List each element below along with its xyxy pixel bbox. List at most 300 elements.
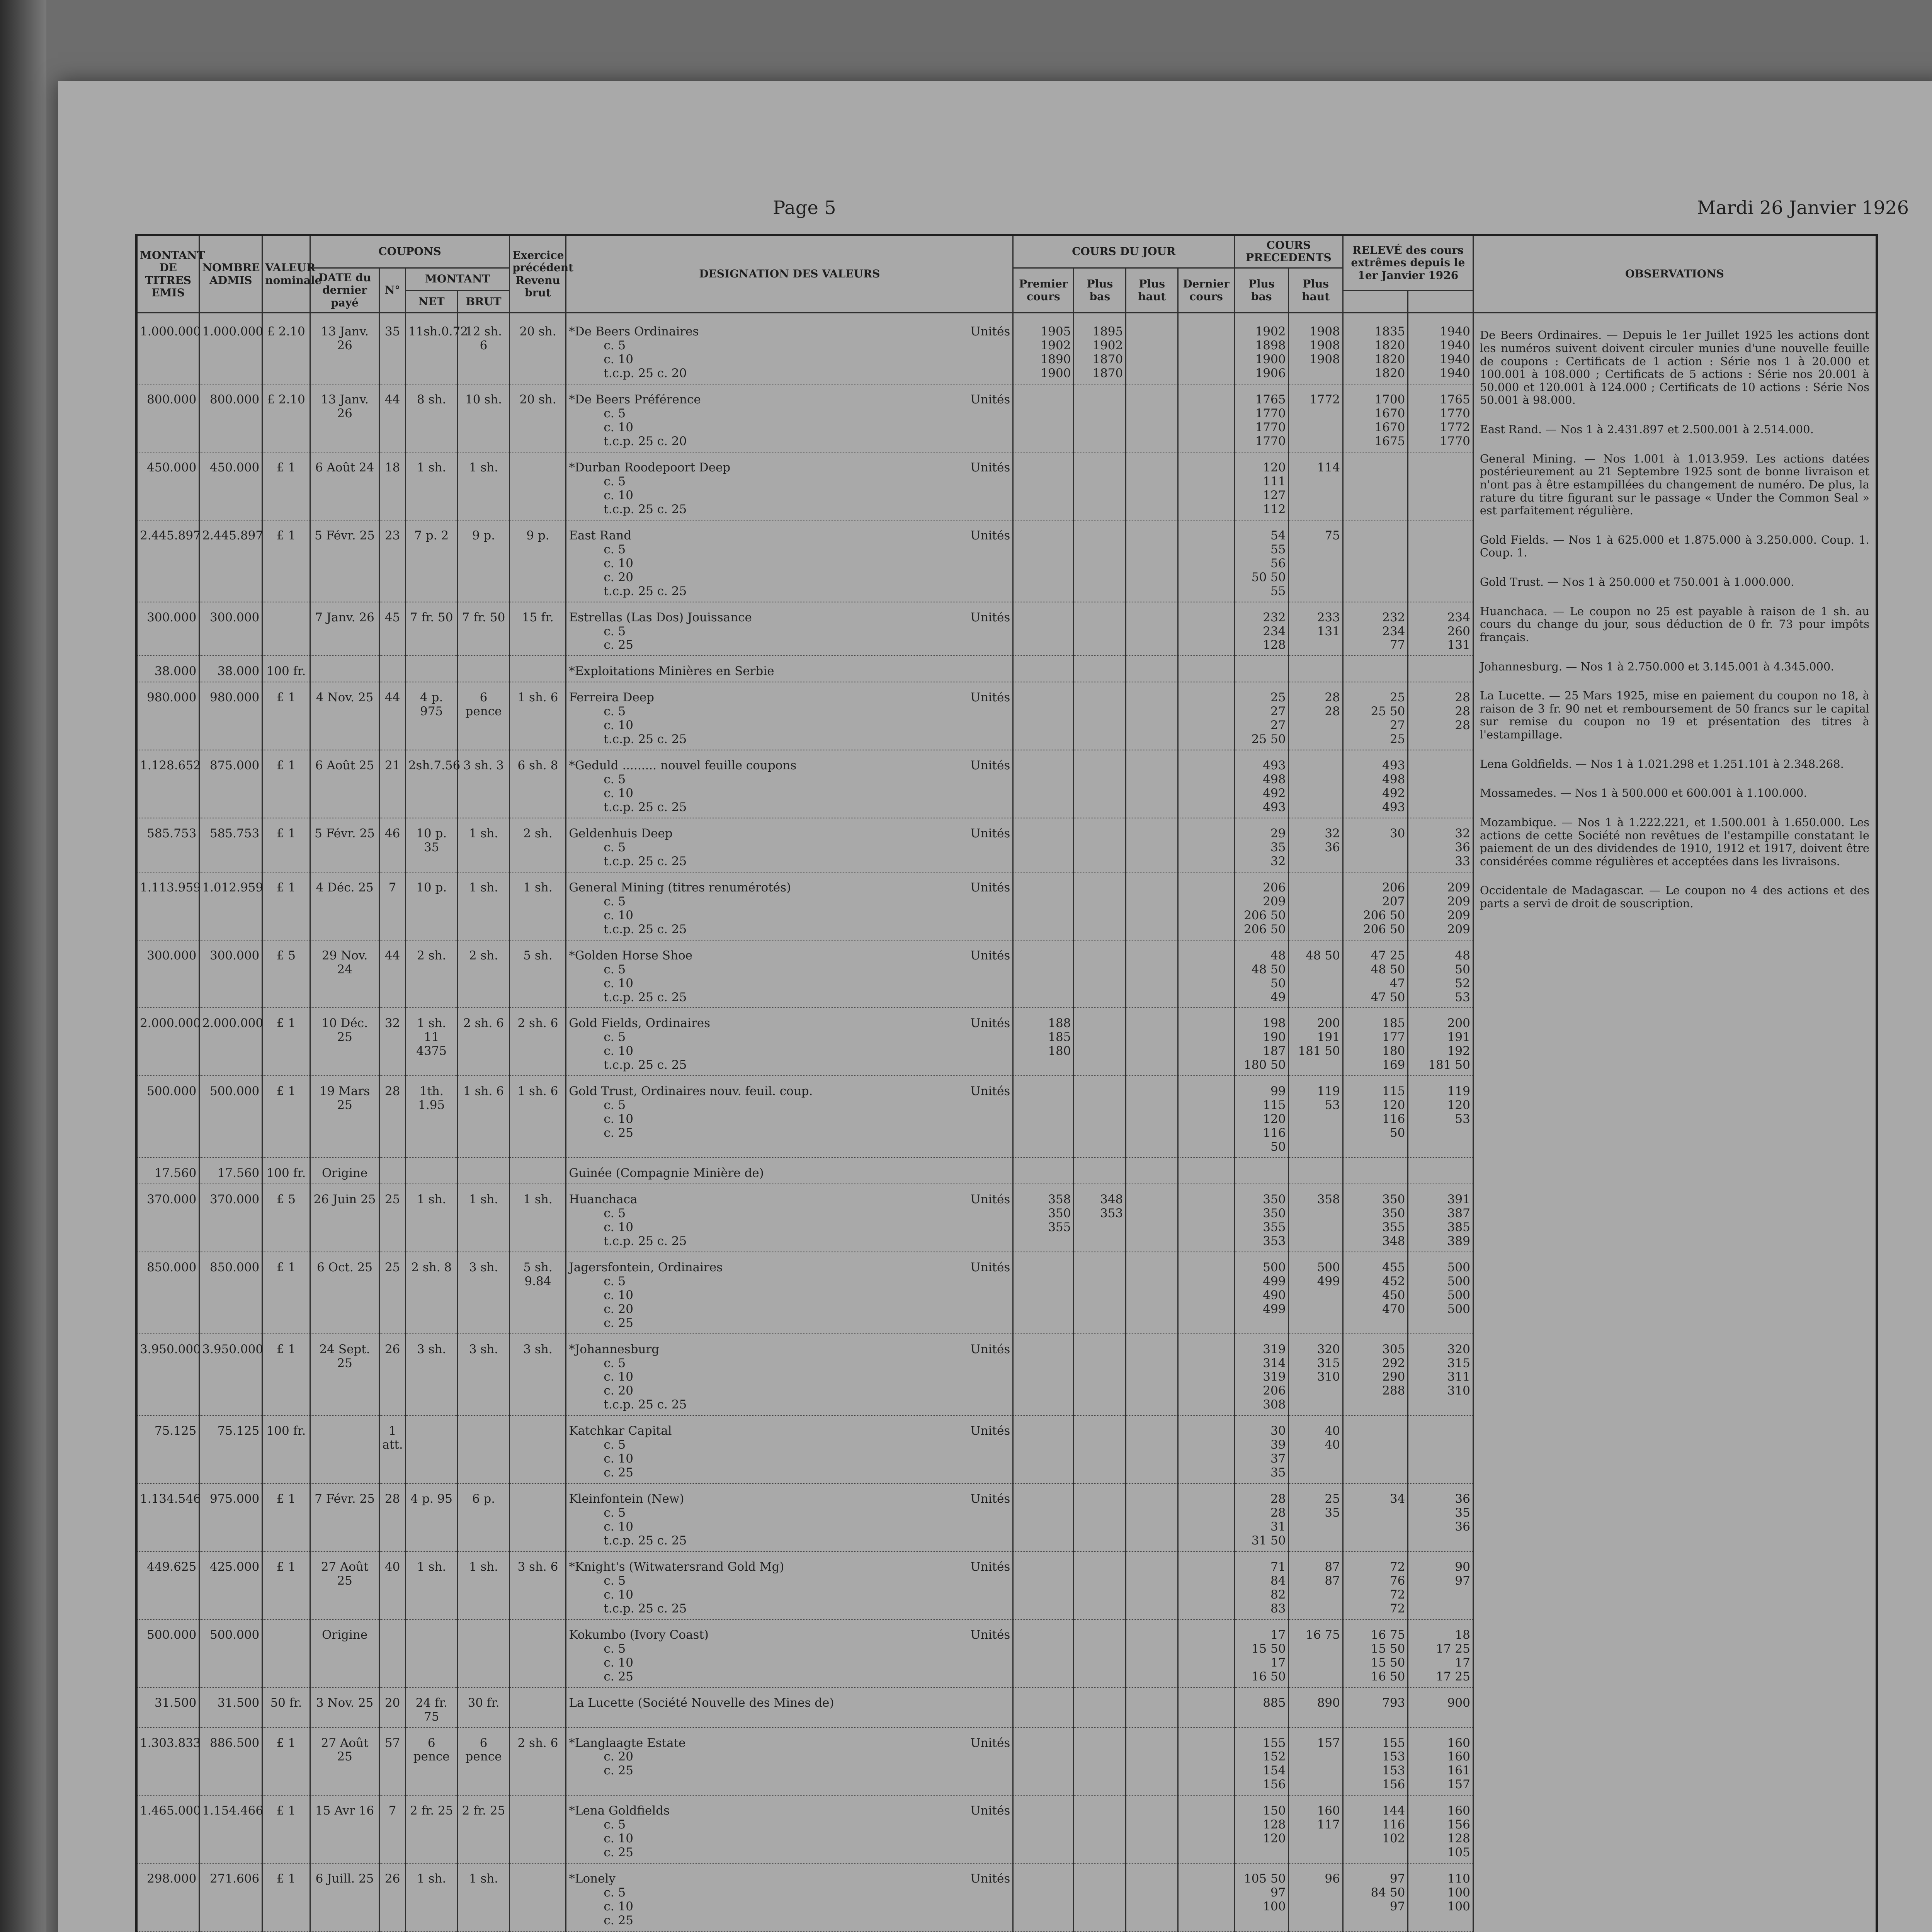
- cell-releve-haut: [1408, 1795, 1473, 1863]
- security-unit: Unités: [970, 1736, 1010, 1750]
- price-value: 28: [1455, 704, 1470, 719]
- price-value: 191: [1317, 1030, 1340, 1044]
- cell-valeur: £ 1: [262, 1728, 310, 1796]
- cell-coupon-no: 28: [379, 1483, 405, 1551]
- cell-coupon-no: 44: [379, 682, 405, 750]
- price-value: 793: [1382, 1696, 1405, 1710]
- coupon-denomination: c. 10: [604, 1112, 633, 1126]
- cell-net: 1th. 1.95: [405, 1076, 457, 1158]
- cell-releve-bas: [1343, 384, 1408, 452]
- observation-text: — Nos 1 à 250.000 et 750.001 à 1.000.000.: [1547, 575, 1794, 589]
- cell-plus-haut: [1126, 1158, 1178, 1184]
- price-value: 127: [1263, 488, 1286, 502]
- cell-premier-cours: [1013, 1483, 1074, 1551]
- cell-plus-bas: [1074, 384, 1126, 452]
- cell-plus-bas: [1074, 1551, 1126, 1619]
- cell-prec-plus-bas: [1235, 1687, 1289, 1728]
- cell-premier-cours: [1013, 520, 1074, 602]
- price-value: 1902: [1040, 338, 1071, 353]
- price-value: 1870: [1092, 366, 1123, 381]
- cell-valeur: £ 1: [262, 818, 310, 872]
- cell-valeur: [262, 602, 310, 656]
- cell-date: [310, 1415, 379, 1483]
- cell-prec-plus-bas: [1235, 1252, 1289, 1334]
- cell-exercice: 15 fr.: [510, 602, 566, 656]
- coupon-denomination: c. 10: [604, 1587, 633, 1602]
- cell-premier-cours: [1013, 1184, 1074, 1252]
- cell-designation: [566, 1551, 1013, 1619]
- observation-note: [1480, 576, 1869, 589]
- cell-coupon-no: [379, 656, 405, 682]
- price-value: 120: [1382, 1098, 1405, 1112]
- price-value: 48 50: [1306, 948, 1340, 963]
- cell-plus-bas: [1074, 872, 1126, 940]
- cell-dernier-cours: [1178, 1008, 1235, 1076]
- cell-prec-plus-bas: [1235, 1184, 1289, 1252]
- coupon-denomination: t.c.p. 25 c. 25: [604, 732, 687, 747]
- price-value: 305: [1382, 1342, 1405, 1356]
- price-value: 100: [1447, 1900, 1470, 1914]
- price-value: 37: [1270, 1452, 1286, 1466]
- security-name: *Lena Goldfields: [569, 1804, 670, 1818]
- price-value: 209: [1447, 894, 1470, 908]
- cell-plus-haut: [1126, 1415, 1178, 1483]
- cell-dernier-cours: [1178, 602, 1235, 656]
- cell-prec-plus-haut: [1289, 818, 1343, 872]
- cell-emis: 500.000: [136, 1619, 199, 1687]
- coupon-denomination: c. 10: [604, 1044, 633, 1058]
- cell-coupon-no: 21: [379, 750, 405, 818]
- security-unit: Unités: [970, 610, 1010, 624]
- price-value: 350: [1263, 1192, 1286, 1206]
- cell-net: 7 fr. 50: [405, 602, 457, 656]
- cell-releve-bas: [1343, 602, 1408, 656]
- coupon-denomination: c. 5: [604, 840, 626, 854]
- price-value: 190: [1263, 1030, 1286, 1044]
- cell-admis: 975.000: [199, 1483, 262, 1551]
- price-value: 234: [1382, 624, 1405, 638]
- price-value: 493: [1263, 759, 1286, 773]
- cell-brut: [457, 1415, 510, 1483]
- cell-dernier-cours: [1178, 940, 1235, 1008]
- price-value: 234: [1447, 610, 1470, 624]
- price-value: 1908: [1309, 325, 1340, 339]
- cell-plus-bas: [1074, 452, 1126, 520]
- price-value: 32: [1455, 826, 1470, 840]
- cell-brut: 6 pence: [457, 682, 510, 750]
- cell-plus-haut: [1126, 602, 1178, 656]
- price-value: 355: [1048, 1220, 1071, 1234]
- cell-dernier-cours: [1178, 1619, 1235, 1687]
- cell-net: 2 sh. 8: [405, 1252, 457, 1334]
- cell-brut: 9 p.: [457, 520, 510, 602]
- price-value: 128: [1263, 1818, 1286, 1832]
- cell-coupon-no: 44: [379, 384, 405, 452]
- cell-coupon-no: 28: [379, 1076, 405, 1158]
- cell-designation: [566, 1158, 1013, 1184]
- price-value: 32: [1325, 826, 1340, 840]
- price-value: 40: [1325, 1438, 1340, 1452]
- coupon-denomination: c. 10: [604, 488, 633, 502]
- cell-plus-haut: [1126, 1728, 1178, 1796]
- coupon-denomination: c. 5: [604, 1030, 626, 1044]
- cell-brut: 3 sh.: [457, 1252, 510, 1334]
- cell-brut: 1 sh.: [457, 1184, 510, 1252]
- price-value: 207: [1382, 894, 1405, 908]
- cell-admis: 17.560: [199, 1158, 262, 1184]
- cell-date: 13 Janv. 26: [310, 313, 379, 384]
- header-exercice: Exercice précédent Revenu brut: [510, 235, 566, 313]
- cell-releve-haut: [1408, 1252, 1473, 1334]
- cell-valeur: 100 fr.: [262, 1158, 310, 1184]
- price-value: 500: [1447, 1274, 1470, 1288]
- security-name: Katchkar Capital: [569, 1424, 672, 1438]
- price-value: 311: [1447, 1370, 1470, 1384]
- security-name: *Johannesburg: [569, 1342, 660, 1356]
- security-name: Jagersfontein, Ordinaires: [569, 1260, 723, 1274]
- price-value: 110: [1447, 1872, 1470, 1886]
- coupon-denomination: c. 25: [604, 1316, 633, 1330]
- price-value: 353: [1100, 1206, 1123, 1220]
- cell-releve-bas: [1343, 1728, 1408, 1796]
- cell-coupon-no: 46: [379, 818, 405, 872]
- cell-brut: 2 sh.: [457, 940, 510, 1008]
- price-value: 350: [1382, 1206, 1405, 1220]
- cell-emis: 1.134.546: [136, 1483, 199, 1551]
- cell-releve-haut: [1408, 750, 1473, 818]
- observation-note: [1480, 423, 1869, 436]
- price-value: 119: [1447, 1084, 1470, 1099]
- price-value: 1670: [1374, 406, 1405, 421]
- price-value: 290: [1382, 1370, 1405, 1384]
- cell-admis: 370.000: [199, 1184, 262, 1252]
- price-value: 84 50: [1371, 1886, 1405, 1900]
- header-premier-cours: Premier cours: [1013, 268, 1074, 313]
- cell-net: 10 p. 35: [405, 818, 457, 872]
- price-value: 153: [1382, 1750, 1405, 1764]
- cell-prec-plus-haut: [1289, 1619, 1343, 1687]
- cell-releve-haut: [1408, 1687, 1473, 1728]
- price-value: 350: [1263, 1206, 1286, 1220]
- observation-text: — Nos 1 à 500.000 et 600.001 à 1.100.000.: [1560, 786, 1807, 800]
- cell-plus-bas: [1074, 1863, 1126, 1931]
- cell-designation: [566, 1483, 1013, 1551]
- price-value: 885: [1263, 1696, 1286, 1710]
- price-value: 27: [1389, 718, 1405, 733]
- cell-brut: [457, 656, 510, 682]
- cell-premier-cours: [1013, 384, 1074, 452]
- price-value: 99: [1270, 1084, 1286, 1099]
- observation-title: Johannesburg.: [1480, 660, 1563, 673]
- cell-plus-bas: [1074, 313, 1126, 384]
- price-value: 499: [1263, 1274, 1286, 1288]
- cell-brut: [457, 1619, 510, 1687]
- price-value: 391: [1447, 1192, 1470, 1206]
- price-value: 492: [1263, 786, 1286, 801]
- price-value: 48 50: [1371, 962, 1405, 976]
- price-value: 50: [1389, 1126, 1405, 1140]
- cell-net: [405, 1158, 457, 1184]
- cell-releve-bas: [1343, 1795, 1408, 1863]
- security-name: *Geduld ......... nouvel feuille coupons: [569, 759, 797, 773]
- coupon-denomination: c. 25: [604, 1845, 633, 1860]
- price-value: 48 50: [1251, 962, 1286, 976]
- price-value: 75: [1325, 528, 1340, 543]
- cell-releve-bas: [1343, 1483, 1408, 1551]
- cell-date: 5 Févr. 25: [310, 818, 379, 872]
- price-value: 17: [1270, 1628, 1286, 1642]
- cell-date: 4 Nov. 25: [310, 682, 379, 750]
- security-name: Kokumbo (Ivory Coast): [569, 1628, 709, 1642]
- coupon-denomination: c. 10: [604, 1520, 633, 1534]
- price-value: 102: [1382, 1832, 1405, 1846]
- cell-premier-cours: [1013, 602, 1074, 656]
- price-value: 1765: [1255, 393, 1286, 407]
- cell-designation: [566, 384, 1013, 452]
- cell-plus-haut: [1126, 1687, 1178, 1728]
- header-prec-plus-haut: Plus haut: [1289, 268, 1343, 313]
- coupon-denomination: c. 25: [604, 1913, 633, 1927]
- price-value: 348: [1100, 1192, 1123, 1206]
- cell-emis: 1.113.959: [136, 872, 199, 940]
- cell-releve-haut: [1408, 602, 1473, 656]
- security-name: Huanchaca: [569, 1192, 638, 1206]
- cell-net: 4 p. 975: [405, 682, 457, 750]
- cell-prec-plus-bas: [1235, 1551, 1289, 1619]
- price-value: 120: [1263, 460, 1286, 474]
- cell-net: 3 sh.: [405, 1334, 457, 1416]
- coupon-denomination: c. 10: [604, 352, 633, 367]
- security-name: *Golden Horse Shoe: [569, 948, 693, 963]
- price-value: 116: [1263, 1126, 1286, 1140]
- price-value: 56: [1270, 556, 1286, 570]
- cell-prec-plus-bas: [1235, 750, 1289, 818]
- security-unit: Unités: [970, 690, 1010, 705]
- cell-releve-bas: [1343, 520, 1408, 602]
- header-prec-plus-bas: Plus bas: [1235, 268, 1289, 313]
- observation-title: De Beers Ordinaires.: [1480, 328, 1602, 342]
- cell-plus-haut: [1126, 1252, 1178, 1334]
- cell-plus-bas: [1074, 1334, 1126, 1416]
- cell-date: 6 Juill. 25: [310, 1863, 379, 1931]
- coupon-denomination: t.c.p. 25 c. 25: [604, 502, 687, 516]
- price-value: 47 25: [1371, 948, 1405, 963]
- header-cours-du-jour: COURS DU JOUR: [1013, 235, 1235, 268]
- price-value: 319: [1263, 1370, 1286, 1384]
- cell-dernier-cours: [1178, 682, 1235, 750]
- cell-emis: 75.125: [136, 1415, 199, 1483]
- cell-valeur: £ 5: [262, 1184, 310, 1252]
- coupon-denomination: c. 10: [604, 1370, 633, 1384]
- coupon-denomination: c. 5: [604, 1641, 626, 1656]
- price-value: 353: [1263, 1234, 1286, 1248]
- cell-designation: [566, 452, 1013, 520]
- cell-designation: [566, 1184, 1013, 1252]
- cell-plus-bas: [1074, 750, 1126, 818]
- price-value: 152: [1263, 1750, 1286, 1764]
- price-value: 206 50: [1363, 908, 1405, 922]
- cell-releve-haut: [1408, 452, 1473, 520]
- coupon-denomination: c. 20: [604, 1384, 633, 1398]
- price-value: 35: [1270, 1466, 1286, 1480]
- coupon-denomination: c. 25: [604, 1126, 633, 1140]
- price-value: 52: [1455, 976, 1470, 990]
- price-value: 320: [1447, 1342, 1470, 1356]
- price-value: 18: [1455, 1628, 1470, 1642]
- price-value: 16 75: [1306, 1628, 1340, 1642]
- cell-plus-bas: [1074, 1687, 1126, 1728]
- security-unit: Unités: [970, 1084, 1010, 1099]
- security-unit: Unités: [970, 1492, 1010, 1506]
- price-value: 16 50: [1251, 1669, 1286, 1684]
- cell-brut: 1 sh.: [457, 1551, 510, 1619]
- price-value: 1895: [1092, 325, 1123, 339]
- security-unit: Unités: [970, 1016, 1010, 1031]
- price-value: 181 50: [1298, 1044, 1340, 1058]
- price-value: 115: [1382, 1084, 1405, 1099]
- price-value: 17 25: [1436, 1669, 1470, 1684]
- security-name: La Lucette (Société Nouvelle des Mines de): [569, 1696, 834, 1710]
- cell-prec-plus-bas: [1235, 1415, 1289, 1483]
- cell-dernier-cours: [1178, 750, 1235, 818]
- observations-column: [1473, 313, 1877, 1932]
- coupon-denomination: c. 5: [604, 542, 626, 556]
- price-value: 455: [1382, 1260, 1405, 1274]
- price-value: 47: [1389, 976, 1405, 990]
- cell-dernier-cours: [1178, 818, 1235, 872]
- price-value: 105 50: [1243, 1872, 1286, 1886]
- price-value: 177: [1382, 1030, 1405, 1044]
- price-value: 200: [1317, 1016, 1340, 1031]
- coupon-denomination: c. 25: [604, 1466, 633, 1480]
- price-value: 315: [1317, 1356, 1340, 1370]
- cell-prec-plus-haut: [1289, 1795, 1343, 1863]
- cell-premier-cours: [1013, 872, 1074, 940]
- cell-brut: 7 fr. 50: [457, 602, 510, 656]
- price-value: 131: [1317, 624, 1340, 638]
- observation-title: Mozambique.: [1480, 815, 1557, 829]
- cell-prec-plus-bas: [1235, 818, 1289, 872]
- security-unit: Unités: [970, 1260, 1010, 1274]
- cell-prec-plus-bas: [1235, 1076, 1289, 1158]
- price-value: 209: [1447, 908, 1470, 922]
- price-value: 25: [1389, 690, 1405, 705]
- cell-dernier-cours: [1178, 1334, 1235, 1416]
- observation-title: Occidentale de Madagascar.: [1480, 884, 1644, 897]
- price-value: 17 25: [1436, 1641, 1470, 1656]
- cell-premier-cours: [1013, 1551, 1074, 1619]
- cell-exercice: 20 sh.: [510, 384, 566, 452]
- price-value: 34: [1389, 1492, 1405, 1506]
- cell-valeur: [262, 1619, 310, 1687]
- cell-releve-bas: [1343, 1551, 1408, 1619]
- price-value: 452: [1382, 1274, 1405, 1288]
- coupon-denomination: c. 5: [604, 406, 626, 421]
- coupon-denomination: c. 25: [604, 638, 633, 652]
- coupon-denomination: c. 5: [604, 1098, 626, 1112]
- price-value: 1770: [1255, 420, 1286, 435]
- cell-prec-plus-bas: [1235, 1863, 1289, 1931]
- cell-valeur: 100 fr.: [262, 656, 310, 682]
- cell-valeur: £ 1: [262, 1863, 310, 1931]
- cell-plus-haut: [1126, 1863, 1178, 1931]
- price-value: 310: [1447, 1384, 1470, 1398]
- price-value: 1772: [1439, 420, 1470, 435]
- cell-prec-plus-bas: [1235, 1008, 1289, 1076]
- price-value: 97: [1389, 1900, 1405, 1914]
- cell-plus-bas: [1074, 1415, 1126, 1483]
- cell-coupon-no: [379, 1158, 405, 1184]
- price-value: 1940: [1439, 366, 1470, 381]
- price-value: 114: [1317, 460, 1340, 474]
- security-unit: Unités: [970, 1560, 1010, 1574]
- coupon-denomination: t.c.p. 25 c. 25: [604, 1601, 687, 1616]
- observation-title: East Rand.: [1480, 423, 1542, 436]
- cell-admis: 875.000: [199, 750, 262, 818]
- price-value: 16 75: [1371, 1628, 1405, 1642]
- cell-designation: [566, 872, 1013, 940]
- cell-valeur: £ 2.10: [262, 313, 310, 384]
- cell-coupon-no: 25: [379, 1184, 405, 1252]
- price-value: 100: [1447, 1886, 1470, 1900]
- cell-date: 27 Août 25: [310, 1551, 379, 1619]
- cell-designation: [566, 1415, 1013, 1483]
- cell-coupon-no: 57: [379, 1728, 405, 1796]
- cell-designation: [566, 313, 1013, 384]
- price-value: 155: [1263, 1736, 1286, 1750]
- cell-dernier-cours: [1178, 872, 1235, 940]
- cell-date: 13 Janv. 26: [310, 384, 379, 452]
- cell-releve-bas: [1343, 1158, 1408, 1184]
- cell-premier-cours: [1013, 656, 1074, 682]
- cell-net: 7 p. 2: [405, 520, 457, 602]
- cell-premier-cours: [1013, 1158, 1074, 1184]
- price-value: 319: [1263, 1342, 1286, 1356]
- cell-dernier-cours: [1178, 1158, 1235, 1184]
- cell-plus-haut: [1126, 1076, 1178, 1158]
- cell-valeur: £ 1: [262, 872, 310, 940]
- price-value: 116: [1382, 1112, 1405, 1126]
- price-value: 156: [1263, 1777, 1286, 1792]
- price-value: 1770: [1255, 406, 1286, 421]
- header-montant-emis: MONTANT DE TITRES EMIS: [136, 235, 199, 313]
- price-value: 144: [1382, 1804, 1405, 1818]
- price-value: 160: [1447, 1804, 1470, 1818]
- price-value: 209: [1263, 894, 1286, 908]
- cell-prec-plus-haut: [1289, 750, 1343, 818]
- cell-prec-plus-bas: [1235, 682, 1289, 750]
- price-value: 493: [1263, 800, 1286, 815]
- price-value: 32: [1270, 854, 1286, 868]
- cell-exercice: 3 sh.: [510, 1334, 566, 1416]
- cell-plus-haut: [1126, 1008, 1178, 1076]
- coupon-denomination: t.c.p. 25 c. 25: [604, 1234, 687, 1248]
- cell-valeur: £ 1: [262, 750, 310, 818]
- header-nombre-admis: NOMBRE ADMIS: [199, 235, 262, 313]
- price-value: 288: [1382, 1384, 1405, 1398]
- price-value: 355: [1263, 1220, 1286, 1234]
- price-value: 490: [1263, 1288, 1286, 1302]
- cell-date: 7 Janv. 26: [310, 602, 379, 656]
- cell-date: 3 Nov. 25: [310, 1687, 379, 1728]
- coupon-denomination: c. 5: [604, 1356, 626, 1370]
- price-value: 28: [1325, 690, 1340, 705]
- cell-dernier-cours: [1178, 1551, 1235, 1619]
- price-value: 233: [1317, 610, 1340, 624]
- cell-designation: [566, 940, 1013, 1008]
- price-value: 25: [1270, 690, 1286, 705]
- price-value: 315: [1447, 1356, 1470, 1370]
